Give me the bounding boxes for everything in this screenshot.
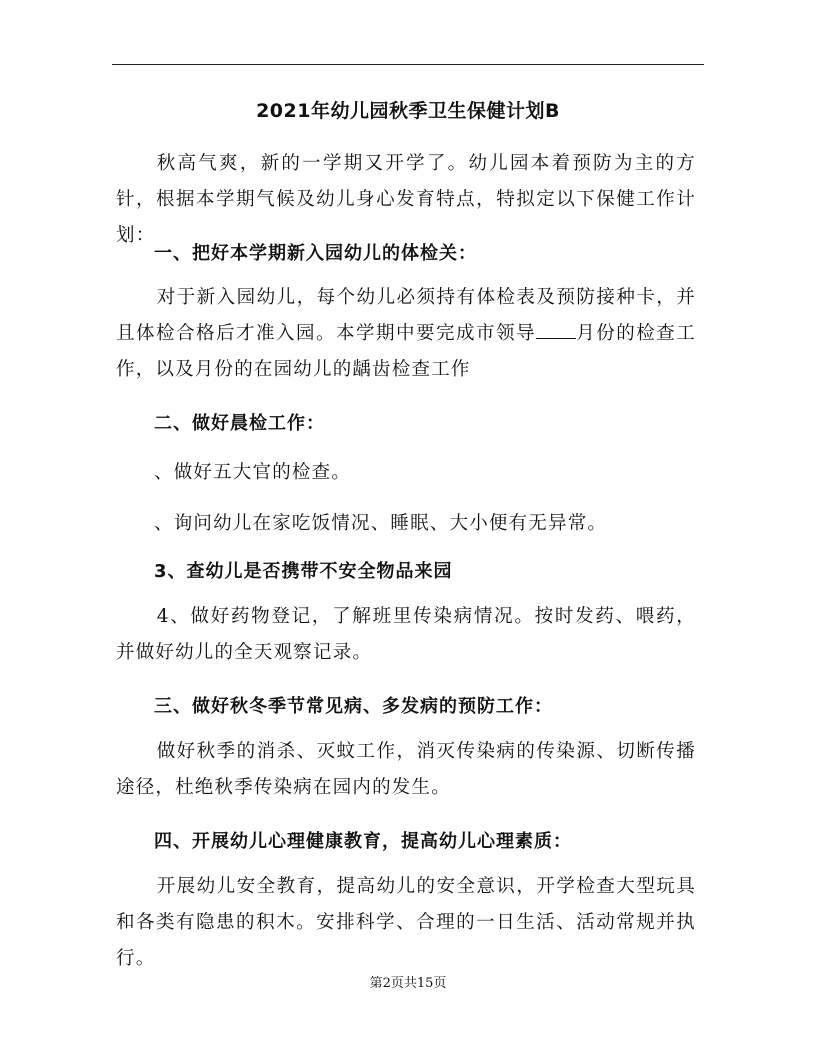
morning-check-item-1: 、做好五大官的检查。: [154, 462, 352, 483]
section-1-text-a: 对于新入园幼儿，每个幼儿必须持有体检表及预防接种卡，并且体检合格后才准入园。本学期中要完成市领导: [116, 287, 696, 344]
fill-in-blank: [536, 320, 576, 340]
header-rule: [112, 64, 704, 65]
page-number-footer: 第2页共15页: [369, 976, 447, 991]
morning-check-item-2: 、询问幼儿在家吃饭情况、睡眠、大小便有无异常。: [154, 513, 608, 534]
section-1-heading: 一、把好本学期新入园幼儿的体检关：: [154, 243, 477, 264]
section-2-heading: 二、做好晨检工作：: [154, 413, 325, 434]
intro-paragraph: 秋高气爽，新的一学期又开学了。幼儿园本着预防为主的方针，根据本学期气候及幼儿身心发育特点，特拟定以下保健工作计划：: [116, 153, 696, 246]
section-4-heading: 四、开展幼儿心理健康教育，提高幼儿心理素质：: [154, 831, 572, 852]
section-3-paragraph: 做好秋季的消杀、灭蚊工作，消灭传染病的传染源、切断传播途径，杜绝秋季传染病在园内的发生。: [116, 741, 696, 798]
morning-check-item-3: 3、查幼儿是否携带不安全物品来园: [154, 561, 453, 582]
morning-check-item-4: 4、做好药物登记，了解班里传染病情况。按时发药、喂药，并做好幼儿的全天观察记录。: [116, 606, 696, 663]
section-4-paragraph: 开展幼儿安全教育，提高幼儿的安全意识，开学检查大型玩具和各类有隐患的积木。安排科学、合理的一日生活、活动常规并执行。: [116, 876, 696, 969]
section-1-text-b: 月份的检查工作，以及月份的在园幼儿的龋齿检查工作: [116, 323, 696, 380]
section-1-paragraph: [116, 280, 696, 388]
document-title: 2021年幼儿园秋季卫生保健计划B: [256, 100, 560, 122]
section-3-heading: 三、做好秋冬季节常见病、多发病的预防工作：: [154, 696, 553, 717]
